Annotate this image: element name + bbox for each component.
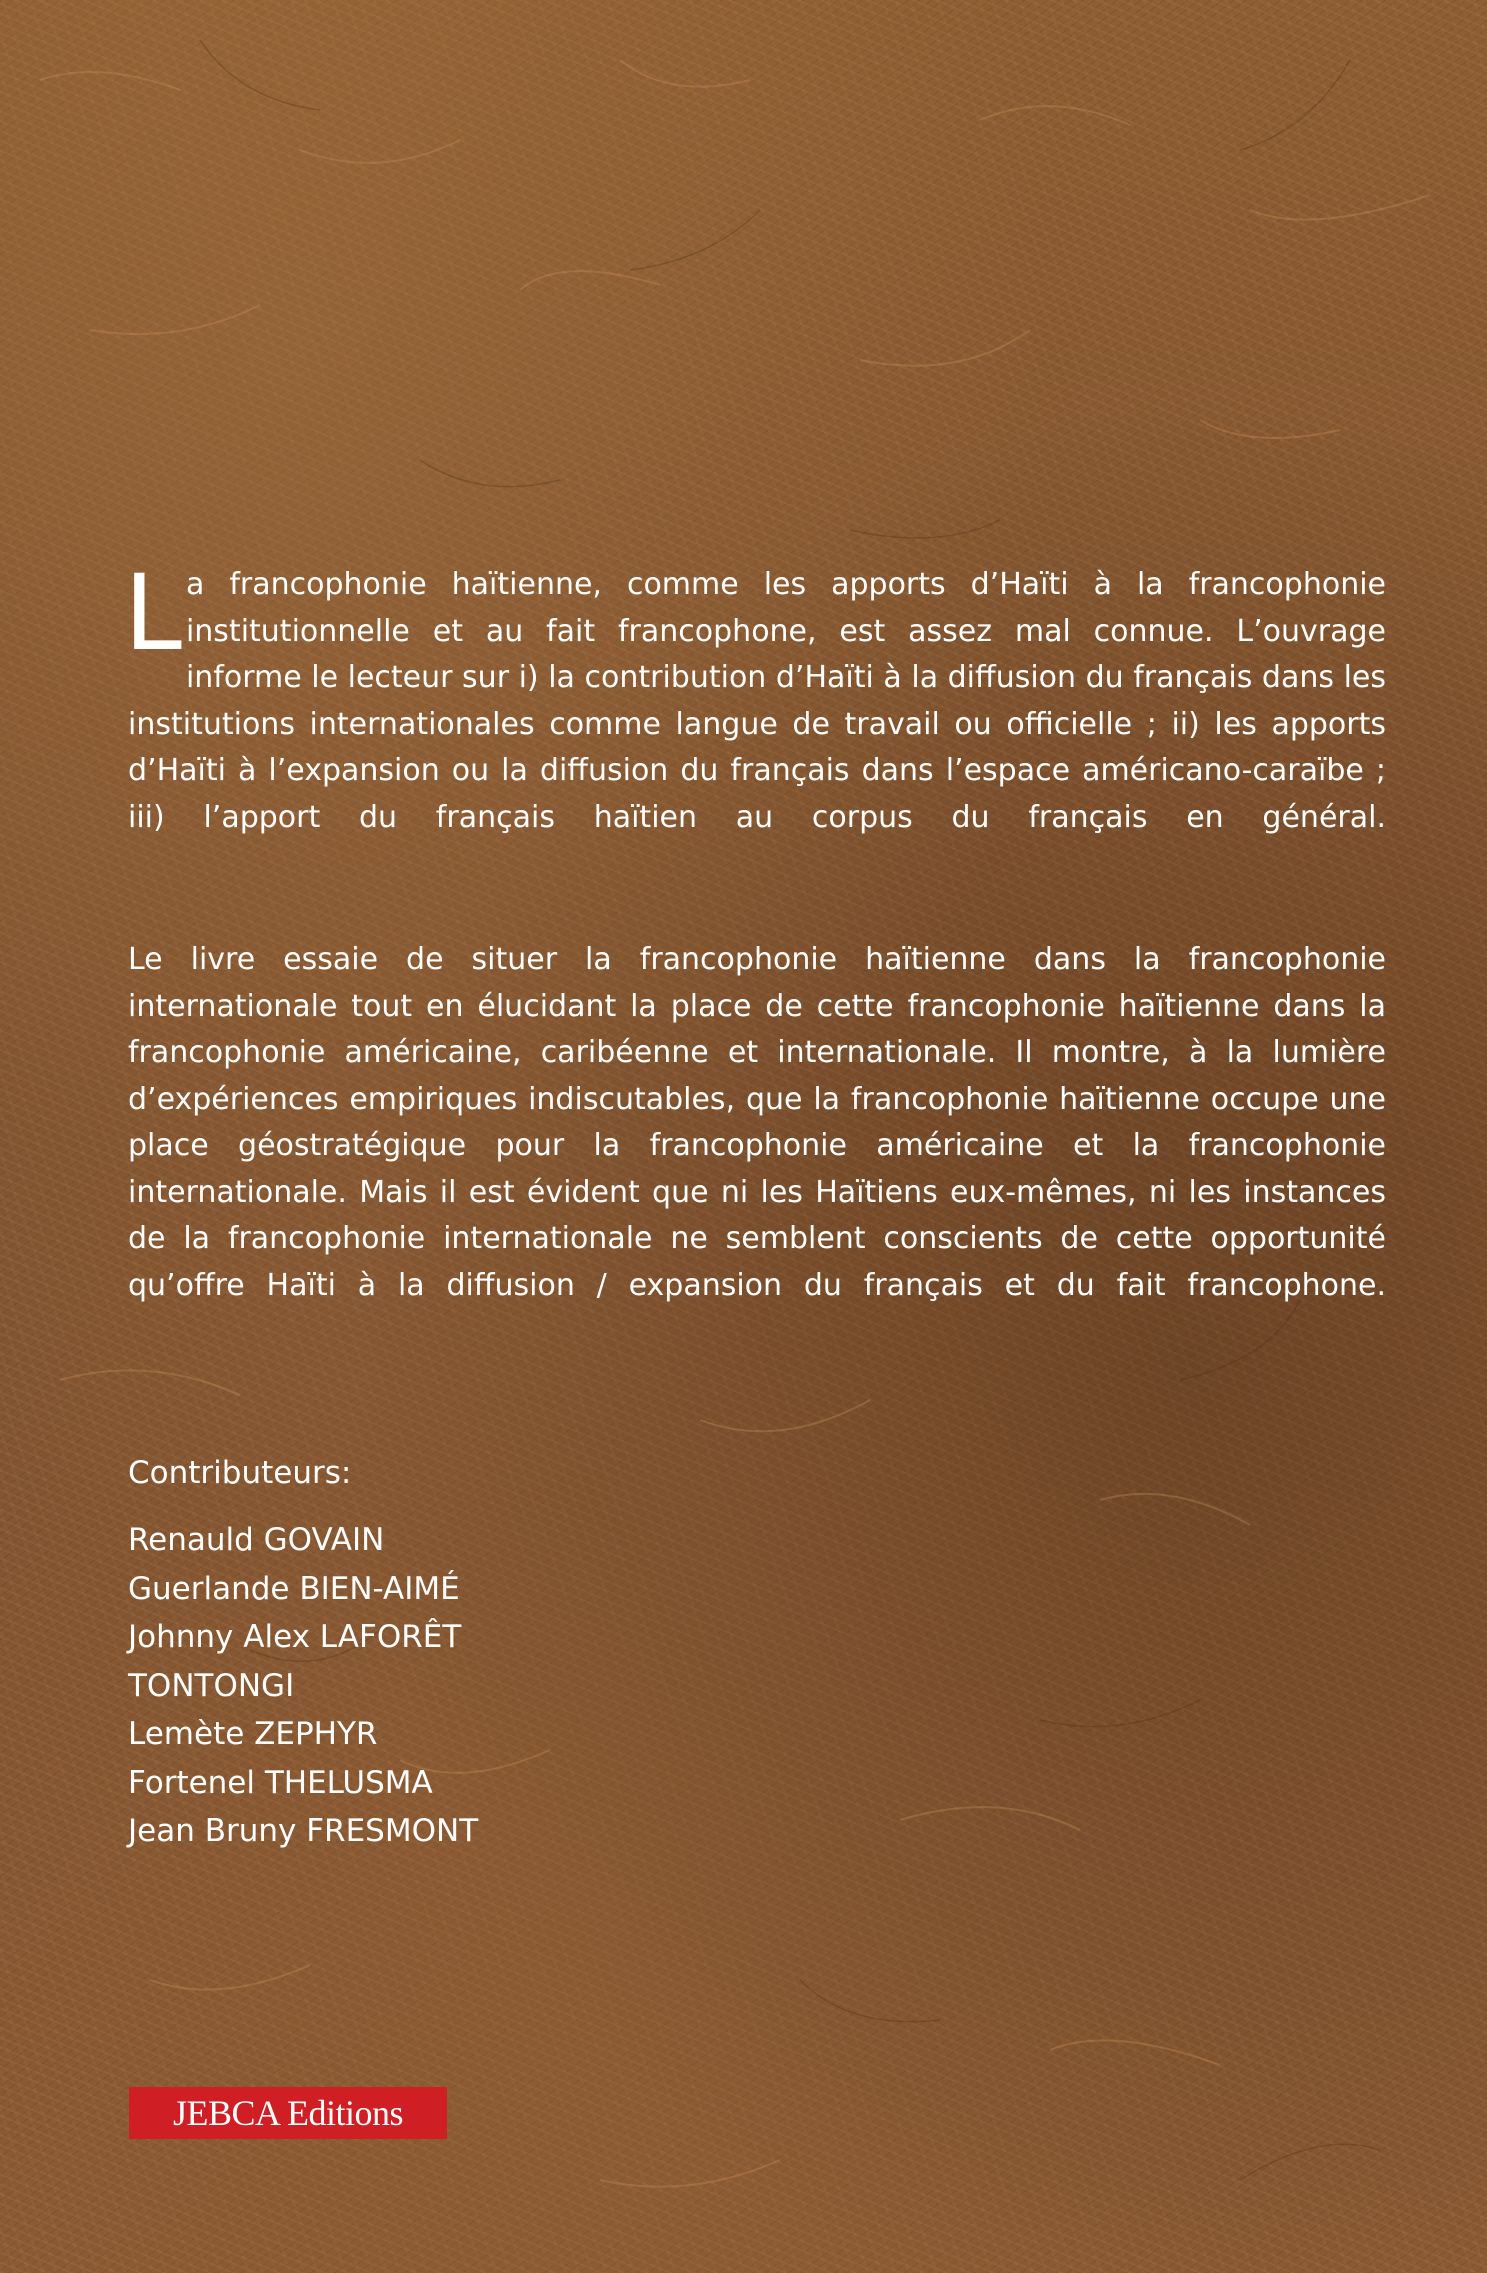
contributors-section [128, 1450, 478, 1856]
contributor-name: Renauld GOVAIN [128, 1522, 385, 1558]
contributors-list [128, 1516, 478, 1856]
blurb-paragraph-1-text: a francophonie haïtienne, comme les apports d’Haïti à la francophonie institutionnelle et au fait francophone, est assez mal connue. L’ouvrage informe le lecteur sur i) la contribution d’Haïti à la diffusion du français dans les institutions internationales comme langue de travail ou officielle ; ii) les apports d’Haïti à l’expansion ou la diffusion du français dans l’espace américano-caraïbe ; iii) l’apport du français haïtien au corpus du français en général. [128, 567, 1386, 835]
blurb-paragraph-1 [124, 552, 1386, 841]
dropcap-letter: L [124, 552, 182, 674]
contributor-name: Johnny Alex LAFORÊT [128, 1619, 462, 1655]
contributor-name: TONTONGI [128, 1667, 295, 1704]
contributor-name: Lemète ZEPHYR [128, 1716, 378, 1752]
contributor-name: Guerlande BIEN-AIMÉ [128, 1570, 460, 1607]
publisher-logo: JEBCA Editions [129, 2087, 447, 2139]
blurb-paragraph-2: Le livre essaie de situer la francophonie haïtienne dans la francophonie internationale tout en élucidant la place de cette francophonie haïtienne dans la francophonie américaine, caribéenne et internationale. Il montre, à la lumière d’expériences empiriques indiscutables, que la francophonie haïtienne occupe une place géostratégique pour la francophonie américaine et la francophonie internationale. Mais il est évident que ni les Haïtiens eux-mêmes, ni les instances de la francophonie internationale ne semblent conscients de cette opportunité qu’offre Haïti à la diffusion / expansion du français et du fait francophone. [128, 942, 1386, 1303]
contributor-name: Jean Bruny FRESMONT [128, 1813, 479, 1849]
contributor-name: Fortenel THELUSMA [128, 1764, 433, 1801]
contributors-heading: Contributeurs: [128, 1455, 352, 1491]
